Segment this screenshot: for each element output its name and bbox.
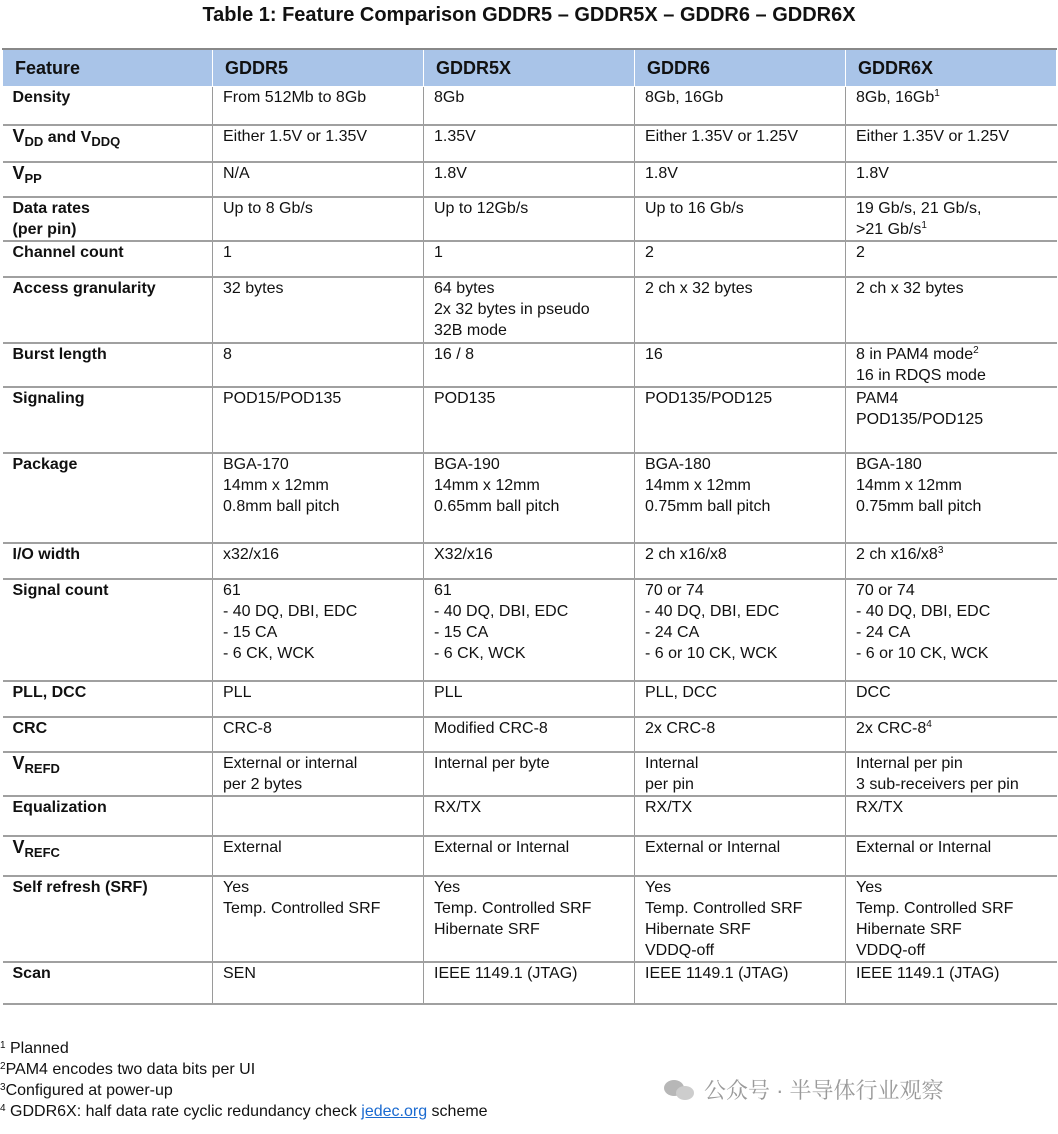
value-cell	[846, 876, 1057, 962]
value-cell	[846, 717, 1057, 752]
cell-text: 2x CRC-8	[645, 719, 716, 737]
feature-symbol: V	[12, 125, 25, 146]
footnote-text: Planned	[5, 1040, 69, 1057]
cell-text: IEEE 1149.1 (JTAG)	[856, 964, 1000, 982]
value-cell	[424, 197, 635, 241]
feature-cell: Self refresh (SRF)	[3, 876, 213, 962]
feature-connector: and V	[43, 128, 92, 146]
cell-text: 19 Gb/s, 21 Gb/s, >21 Gb/s	[856, 199, 982, 238]
feature-cell: Scan	[3, 962, 213, 1004]
value-cell	[213, 453, 424, 543]
value-cell	[635, 87, 846, 125]
watermark	[664, 1074, 944, 1105]
feature-cell: Channel count	[3, 241, 213, 277]
cell-text: 2 ch x16/x8	[856, 545, 938, 563]
feature-subscript: DD	[24, 133, 44, 149]
footnote-ref: 2	[973, 344, 979, 356]
value-cell	[846, 277, 1057, 343]
value-cell	[213, 343, 424, 387]
feature-symbol: V	[12, 162, 25, 183]
watermark-text: 公众号 · 半导体行业观察	[704, 1078, 944, 1103]
table-row	[3, 125, 1057, 162]
jedec-link[interactable]: jedec.org	[361, 1103, 428, 1120]
feature-cell: Burst length	[3, 343, 213, 387]
feature-subscript: PP	[24, 170, 42, 186]
feature-cell: Access granularity	[3, 277, 213, 343]
value-cell	[635, 197, 846, 241]
value-cell	[635, 241, 846, 277]
cell-text: DCC	[856, 683, 891, 701]
cell-text: Modified CRC-8	[434, 719, 548, 737]
feature-cell: Signal count	[3, 579, 213, 681]
feature-cell: I/O width	[3, 543, 213, 579]
cell-text: 8Gb	[434, 89, 465, 106]
feature-cell	[3, 752, 213, 796]
footnote-text: GDDR6X: half data rate cyclic redundancy check	[5, 1103, 362, 1120]
cell-text: From 512Mb to 8Gb	[223, 89, 367, 106]
feature-subscript: REFC	[24, 844, 60, 860]
value-cell	[213, 796, 424, 836]
value-cell	[424, 681, 635, 717]
feature-subscript: DDQ	[91, 133, 121, 149]
cell-text: 1.8V	[434, 164, 467, 182]
value-cell	[846, 796, 1057, 836]
cell-text: 64 bytes 2x 32 bytes in pseudo 32B mode	[434, 279, 590, 339]
feature-symbol: V	[12, 836, 25, 857]
cell-text: CRC-8	[223, 719, 272, 737]
cell-text: PLL, DCC	[645, 683, 718, 701]
footnote-number: 1	[0, 1040, 6, 1051]
value-cell	[424, 717, 635, 752]
value-cell	[213, 836, 424, 876]
table-row	[3, 836, 1057, 876]
cell-text: 2	[645, 243, 654, 261]
cell-text: N/A	[223, 164, 250, 182]
value-cell	[213, 717, 424, 752]
cell-text: 2 ch x 32 bytes	[645, 279, 753, 297]
cell-text: 70 or 74 - 40 DQ, DBI, EDC - 24 CA - 6 or 10 CK, WCK	[856, 581, 991, 662]
value-cell	[424, 836, 635, 876]
column-header: Feature	[3, 49, 213, 87]
value-cell	[424, 876, 635, 962]
value-cell	[635, 343, 846, 387]
value-cell	[635, 277, 846, 343]
table-row	[3, 796, 1057, 836]
value-cell	[424, 387, 635, 453]
cell-text: Either 1.35V or 1.25V	[645, 127, 798, 145]
column-header: GDDR5	[213, 49, 424, 87]
table-row	[3, 387, 1057, 453]
feature-cell	[3, 836, 213, 876]
footnote	[0, 1101, 488, 1122]
table-row	[3, 681, 1057, 717]
value-cell	[846, 836, 1057, 876]
cell-text: IEEE 1149.1 (JTAG)	[645, 964, 789, 982]
table-row	[3, 543, 1057, 579]
value-cell	[213, 752, 424, 796]
cell-text: Up to 8 Gb/s	[223, 199, 313, 217]
value-cell	[846, 962, 1057, 1004]
value-cell	[424, 87, 635, 125]
cell-text: 8 in PAM4 mode	[856, 345, 974, 363]
table-row	[3, 876, 1057, 962]
feature-cell: Equalization	[3, 796, 213, 836]
cell-text: 2	[856, 243, 865, 261]
cell-text: x32/x16	[223, 545, 280, 563]
cell-text: RX/TX	[645, 798, 693, 816]
value-cell	[424, 453, 635, 543]
feature-cell: Package	[3, 453, 213, 543]
value-cell	[635, 387, 846, 453]
table-row	[3, 197, 1057, 241]
cell-text: 1.8V	[856, 164, 889, 182]
value-cell	[213, 876, 424, 962]
value-cell	[635, 125, 846, 162]
value-cell	[635, 681, 846, 717]
cell-text: 1	[434, 243, 443, 261]
cell-text: Internal per pin	[645, 754, 699, 793]
value-cell	[635, 162, 846, 197]
cell-text: BGA-190 14mm x 12mm 0.65mm ball pitch	[434, 455, 560, 515]
value-cell	[846, 752, 1057, 796]
footnote-number: 4	[0, 1103, 6, 1114]
cell-text: POD135/POD125	[645, 389, 773, 407]
value-cell	[213, 241, 424, 277]
feature-symbol: V	[12, 752, 25, 773]
cell-text: External or Internal	[434, 838, 570, 856]
cell-text: 61 - 40 DQ, DBI, EDC - 15 CA - 6 CK, WCK	[223, 581, 358, 662]
column-header: GDDR6	[635, 49, 846, 87]
table-row	[3, 87, 1057, 125]
wechat-icon	[664, 1078, 696, 1102]
value-cell	[846, 543, 1057, 579]
value-cell	[635, 962, 846, 1004]
cell-text: PAM4 POD135/POD125	[856, 389, 984, 428]
cell-text: PLL	[223, 683, 252, 701]
value-cell	[846, 162, 1057, 197]
value-cell	[635, 752, 846, 796]
value-cell	[213, 387, 424, 453]
cell-text: 2x CRC-8	[856, 719, 927, 737]
value-cell	[635, 836, 846, 876]
value-cell	[424, 343, 635, 387]
value-cell	[424, 796, 635, 836]
value-cell	[213, 681, 424, 717]
value-cell	[846, 387, 1057, 453]
footnote-text: PAM4 encodes two data bits per UI	[5, 1061, 256, 1078]
value-cell	[846, 125, 1057, 162]
cell-text: 2 ch x16/x8	[645, 545, 727, 563]
header-row	[3, 49, 1057, 87]
value-cell	[213, 197, 424, 241]
value-cell	[846, 197, 1057, 241]
cell-text: BGA-170 14mm x 12mm 0.8mm ball pitch	[223, 455, 340, 515]
cell-text: 8Gb, 16Gb	[856, 89, 935, 106]
cell-text: Internal per byte	[434, 754, 550, 772]
footnote-ref: 1	[921, 219, 927, 231]
cell-text: RX/TX	[856, 798, 904, 816]
value-cell	[846, 681, 1057, 717]
cell-text: 61 - 40 DQ, DBI, EDC - 15 CA - 6 CK, WCK	[434, 581, 569, 662]
value-cell	[635, 717, 846, 752]
cell-text: POD15/POD135	[223, 389, 342, 407]
footnote-text: Configured at power-up	[5, 1082, 173, 1099]
value-cell	[213, 962, 424, 1004]
cell-text: 16 in RDQS mode	[856, 366, 986, 384]
value-cell	[424, 962, 635, 1004]
table-row	[3, 241, 1057, 277]
feature-cell: Signaling	[3, 387, 213, 453]
cell-text: Up to 12Gb/s	[434, 199, 529, 217]
cell-text: 16 / 8	[434, 345, 475, 363]
table-row	[3, 752, 1057, 796]
cell-text: Yes Temp. Controlled SRF Hibernate SRF	[434, 878, 592, 938]
value-cell	[424, 752, 635, 796]
cell-text: 8Gb, 16Gb	[645, 89, 724, 106]
table-row	[3, 453, 1057, 543]
footnote	[0, 1080, 488, 1101]
cell-text: Either 1.35V or 1.25V	[856, 127, 1009, 145]
cell-text: Yes Temp. Controlled SRF Hibernate SRF VDDQ-off	[856, 878, 1014, 959]
footnotes	[0, 1038, 488, 1122]
cell-text: POD135	[434, 389, 496, 407]
column-header: GDDR5X	[424, 49, 635, 87]
cell-text: X32/x16	[434, 545, 493, 563]
value-cell	[635, 796, 846, 836]
value-cell	[213, 579, 424, 681]
table-row	[3, 962, 1057, 1004]
cell-text: PLL	[434, 683, 463, 701]
footnote-number: 3	[0, 1082, 6, 1093]
feature-cell: PLL, DCC	[3, 681, 213, 717]
value-cell	[846, 343, 1057, 387]
cell-text: 1	[223, 243, 232, 261]
cell-text: External	[223, 838, 282, 856]
table-row	[3, 162, 1057, 197]
value-cell	[424, 579, 635, 681]
value-cell	[213, 125, 424, 162]
cell-text: SEN	[223, 964, 256, 982]
value-cell	[846, 87, 1057, 125]
cell-text: 8	[223, 345, 232, 363]
table-row	[3, 579, 1057, 681]
cell-text: Yes Temp. Controlled SRF Hibernate SRF VDDQ-off	[645, 878, 803, 959]
cell-text: 1.8V	[645, 164, 678, 182]
value-cell	[213, 277, 424, 343]
value-cell	[424, 125, 635, 162]
footnote-text: scheme	[427, 1103, 488, 1120]
value-cell	[213, 543, 424, 579]
cell-text: 32 bytes	[223, 279, 284, 297]
table-row	[3, 717, 1057, 752]
table-row	[3, 277, 1057, 343]
footnote	[0, 1059, 488, 1080]
value-cell	[213, 87, 424, 125]
feature-cell: Density	[3, 87, 213, 125]
value-cell	[213, 162, 424, 197]
cell-text: Yes Temp. Controlled SRF	[223, 878, 381, 917]
value-cell	[635, 453, 846, 543]
table-row	[3, 343, 1057, 387]
footnote-ref: 1	[934, 88, 940, 99]
cell-text: External or Internal	[645, 838, 781, 856]
cell-text: Up to 16 Gb/s	[645, 199, 744, 217]
feature-subscript: REFD	[24, 760, 60, 776]
value-cell	[424, 543, 635, 579]
value-cell	[635, 876, 846, 962]
footnote-ref: 3	[937, 544, 944, 556]
cell-text: BGA-180 14mm x 12mm 0.75mm ball pitch	[645, 455, 771, 515]
value-cell	[846, 579, 1057, 681]
cell-text: IEEE 1149.1 (JTAG)	[434, 964, 578, 982]
value-cell	[424, 241, 635, 277]
value-cell	[846, 453, 1057, 543]
value-cell	[635, 543, 846, 579]
value-cell	[424, 277, 635, 343]
cell-text: 16	[645, 345, 663, 363]
value-cell	[846, 241, 1057, 277]
cell-text: Either 1.5V or 1.35V	[223, 127, 368, 145]
cell-text: 2 ch x 32 bytes	[856, 279, 964, 297]
feature-cell: Data rates (per pin)	[3, 197, 213, 241]
cell-text: External or internal per 2 bytes	[223, 754, 358, 793]
cell-text: Internal per pin 3 sub-receivers per pin	[856, 754, 1019, 793]
feature-cell: CRC	[3, 717, 213, 752]
feature-cell	[3, 162, 213, 197]
cell-text: 70 or 74 - 40 DQ, DBI, EDC - 24 CA - 6 or 10 CK, WCK	[645, 581, 780, 662]
value-cell	[635, 579, 846, 681]
table-title: Table 1: Feature Comparison GDDR5 – GDDR5X – GDDR6 – GDDR6X	[202, 4, 856, 26]
table-body	[3, 87, 1057, 1004]
cell-text: RX/TX	[434, 798, 482, 816]
footnote	[0, 1038, 488, 1059]
feature-comparison-table	[2, 48, 1057, 1005]
column-header: GDDR6X	[846, 49, 1057, 87]
cell-text: 1.35V	[434, 127, 476, 145]
footnote-ref: 4	[926, 718, 932, 730]
feature-cell	[3, 125, 213, 162]
footnote-number: 2	[0, 1061, 6, 1072]
value-cell	[424, 162, 635, 197]
cell-text: BGA-180 14mm x 12mm 0.75mm ball pitch	[856, 455, 982, 515]
cell-text: External or Internal	[856, 838, 992, 856]
